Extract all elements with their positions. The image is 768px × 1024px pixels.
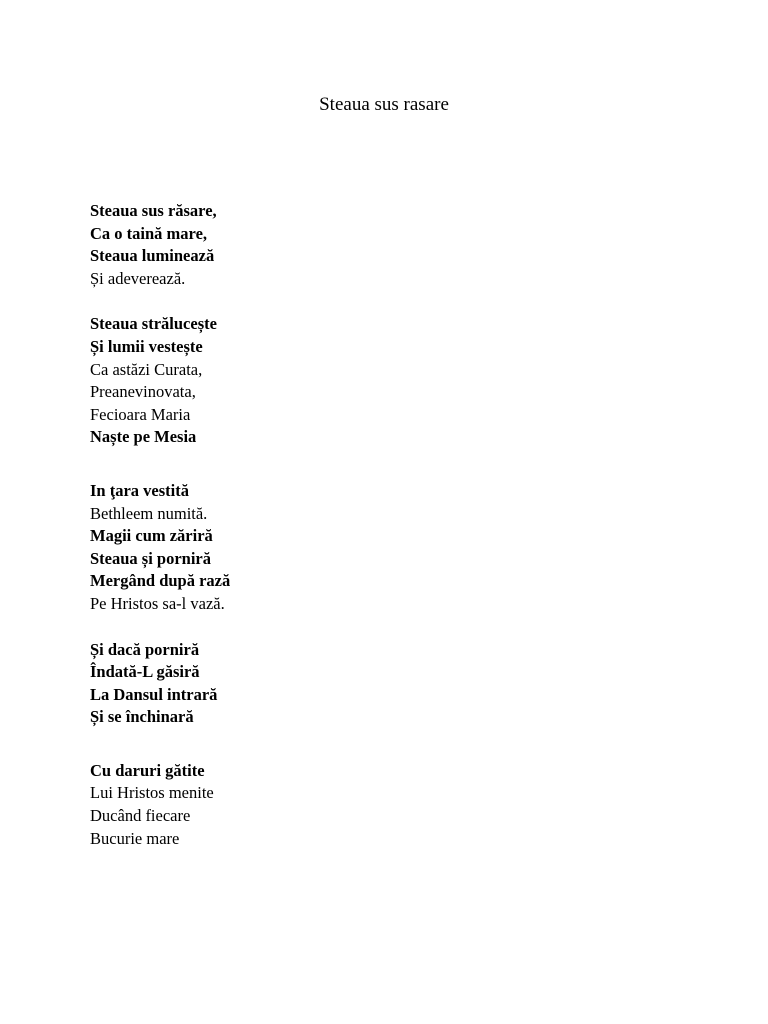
verse-line: Magii cum zăriră — [90, 526, 213, 546]
verse-line: Ducând fiecare — [90, 806, 191, 826]
verse-line: Și lumii vestește — [90, 336, 203, 356]
verse-line: Mergând după rază — [90, 571, 231, 591]
stanza-3 — [90, 480, 690, 616]
verse-line: Preanevinovata, — [90, 382, 196, 402]
poem-body — [90, 200, 690, 850]
verse-line: Pe Hristos sa-l vază. — [90, 593, 225, 613]
verse-line: Și dacă porniră — [90, 639, 200, 659]
verse-line: La Dansul intrară — [90, 684, 218, 704]
verse-line: Steaua sus răsare, — [90, 201, 217, 220]
stanza-4 — [90, 639, 690, 729]
stanza-5 — [90, 760, 690, 850]
verse-line: Ca astăzi Curata, — [90, 359, 203, 379]
stanza-1 — [90, 200, 690, 290]
verse-line: Naște pe Mesia — [90, 427, 197, 447]
verse-line: Steaua și porniră — [90, 548, 212, 568]
verse-line: Bethleem numită. — [90, 503, 208, 523]
verse-line: Ca o taină mare, — [90, 223, 208, 243]
verse-line: Cu daruri gătite — [90, 760, 205, 780]
verse-line: Și se închinară — [90, 707, 194, 727]
verse-line: Steaua luminează — [90, 246, 215, 266]
verse-line: In ţara vestită — [90, 480, 189, 500]
verse-line: Lui Hristos menite — [90, 783, 214, 803]
verse-line: Bucurie mare — [90, 828, 180, 848]
verse-line: Fecioara Maria — [90, 404, 191, 424]
verse-line: Steaua strălucește — [90, 314, 217, 334]
verse-line: Și adeverează. — [90, 268, 186, 288]
verse-line: Îndată-L găsiră — [90, 662, 200, 682]
document-title: Steaua sus rasare — [319, 94, 449, 115]
stanza-2 — [90, 313, 690, 449]
